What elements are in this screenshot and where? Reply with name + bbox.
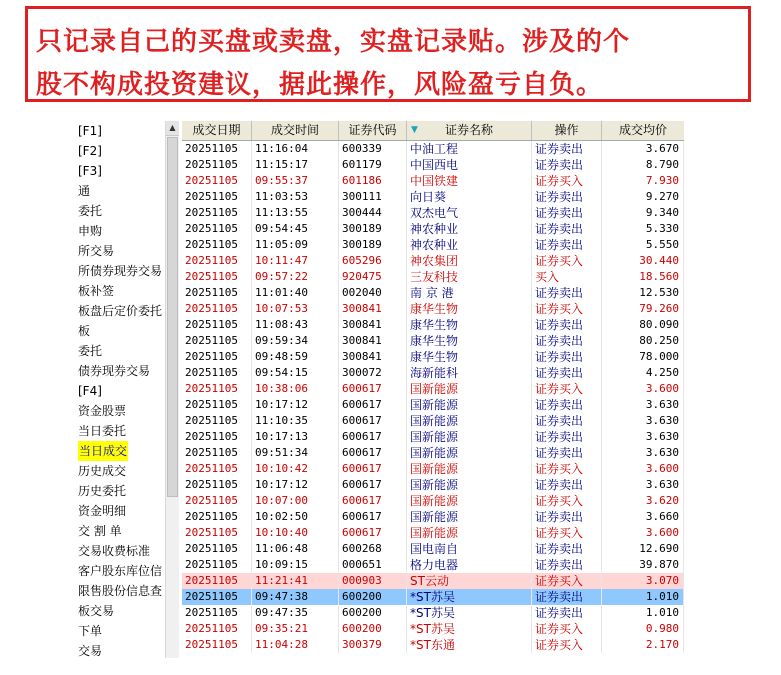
cell-price: 3.630 bbox=[602, 477, 684, 493]
cell-name: 中国铁建 bbox=[407, 173, 532, 189]
table-row[interactable] bbox=[182, 317, 684, 333]
table-row[interactable] bbox=[182, 573, 684, 589]
cell-name: 三友科技 bbox=[407, 269, 532, 285]
cell-name: 向日葵 bbox=[407, 189, 532, 205]
cell-price: 1.010 bbox=[602, 605, 684, 621]
cell-time: 09:59:34 bbox=[252, 333, 339, 349]
cell-op: 证券卖出 bbox=[532, 509, 602, 525]
cell-date: 20251105 bbox=[182, 221, 252, 237]
menu-scrollbar[interactable] bbox=[165, 121, 179, 658]
menu-item[interactable]: 交 割 单 bbox=[78, 524, 122, 538]
table-row[interactable] bbox=[182, 493, 684, 509]
table-row[interactable] bbox=[182, 349, 684, 365]
cell-op: 证券买入 bbox=[532, 253, 602, 269]
cell-op: 证券卖出 bbox=[532, 605, 602, 621]
col-header-op[interactable]: 操作 bbox=[532, 121, 602, 140]
cell-date: 20251105 bbox=[182, 477, 252, 493]
cell-name: 神农种业 bbox=[407, 221, 532, 237]
cell-op: 证券买入 bbox=[532, 621, 602, 637]
cell-code: 600617 bbox=[339, 477, 407, 493]
cell-date: 20251105 bbox=[182, 189, 252, 205]
cell-op: 买入 bbox=[532, 269, 602, 285]
cell-code: 605296 bbox=[339, 253, 407, 269]
cell-code: 601179 bbox=[339, 157, 407, 173]
cell-name: 国新能源 bbox=[407, 493, 532, 509]
cell-price: 39.870 bbox=[602, 557, 684, 573]
cell-price: 12.690 bbox=[602, 541, 684, 557]
cell-op: 证券买入 bbox=[532, 525, 602, 541]
menu-item[interactable]: 交易 bbox=[78, 644, 103, 658]
cell-price: 3.630 bbox=[602, 429, 684, 445]
cell-op: 证券卖出 bbox=[532, 589, 602, 605]
cell-time: 11:04:28 bbox=[252, 637, 339, 653]
cell-price: 3.620 bbox=[602, 493, 684, 509]
menu-item[interactable]: 客户股东库位信 bbox=[78, 564, 163, 578]
cell-time: 11:10:35 bbox=[252, 413, 339, 429]
cell-code: 300189 bbox=[339, 237, 407, 253]
cell-price: 18.560 bbox=[602, 269, 684, 285]
cell-code: 920475 bbox=[339, 269, 407, 285]
scroll-up-icon[interactable]: ▲ bbox=[166, 121, 179, 136]
cell-code: 600617 bbox=[339, 445, 407, 461]
cell-name: 神农种业 bbox=[407, 237, 532, 253]
cell-date: 20251105 bbox=[182, 317, 252, 333]
cell-time: 09:55:37 bbox=[252, 173, 339, 189]
table-row[interactable] bbox=[182, 173, 684, 189]
cell-price: 3.600 bbox=[602, 381, 684, 397]
menu-item[interactable]: [F1] bbox=[78, 124, 102, 138]
cell-op: 证券卖出 bbox=[532, 205, 602, 221]
cell-time: 10:10:42 bbox=[252, 461, 339, 477]
table-row[interactable] bbox=[182, 221, 684, 237]
cell-op: 证券卖出 bbox=[532, 285, 602, 301]
menu-item[interactable]: 申购 bbox=[78, 224, 103, 238]
cell-op: 证券卖出 bbox=[532, 429, 602, 445]
cell-time: 10:17:12 bbox=[252, 397, 339, 413]
cell-code: 300072 bbox=[339, 365, 407, 381]
cell-time: 09:54:45 bbox=[252, 221, 339, 237]
cell-price: 0.980 bbox=[602, 621, 684, 637]
cell-price: 9.340 bbox=[602, 205, 684, 221]
menu-item[interactable]: 委托 bbox=[78, 344, 103, 358]
cell-code: 600617 bbox=[339, 493, 407, 509]
cell-date: 20251105 bbox=[182, 509, 252, 525]
cell-time: 09:47:38 bbox=[252, 589, 339, 605]
cell-date: 20251105 bbox=[182, 349, 252, 365]
cell-date: 20251105 bbox=[182, 157, 252, 173]
cell-op: 证券卖出 bbox=[532, 157, 602, 173]
menu-item[interactable]: [F4] bbox=[78, 384, 102, 398]
cell-date: 20251105 bbox=[182, 461, 252, 477]
table-row[interactable] bbox=[182, 445, 684, 461]
cell-op: 证券卖出 bbox=[532, 349, 602, 365]
cell-price: 8.790 bbox=[602, 157, 684, 173]
cell-price: 12.530 bbox=[602, 285, 684, 301]
cell-code: 600200 bbox=[339, 605, 407, 621]
cell-code: 600268 bbox=[339, 541, 407, 557]
table-row[interactable] bbox=[182, 525, 684, 541]
table-row[interactable] bbox=[182, 205, 684, 221]
menu-item[interactable]: 当日委托 bbox=[78, 424, 127, 438]
cell-date: 20251105 bbox=[182, 413, 252, 429]
cell-op: 证券卖出 bbox=[532, 397, 602, 413]
cell-time: 11:13:55 bbox=[252, 205, 339, 221]
cell-name: *ST苏吴 bbox=[407, 605, 532, 621]
menu-item[interactable]: 板 bbox=[78, 324, 91, 338]
cell-date: 20251105 bbox=[182, 301, 252, 317]
cell-name: 神农集团 bbox=[407, 253, 532, 269]
table-row[interactable] bbox=[182, 269, 684, 285]
cell-date: 20251105 bbox=[182, 573, 252, 589]
cell-code: 601186 bbox=[339, 173, 407, 189]
col-header-date[interactable]: 成交日期 bbox=[182, 121, 252, 140]
table-header bbox=[182, 121, 684, 141]
cell-op: 证券卖出 bbox=[532, 365, 602, 381]
cell-name: ST云动 bbox=[407, 573, 532, 589]
cell-name: 国新能源 bbox=[407, 477, 532, 493]
cell-date: 20251105 bbox=[182, 621, 252, 637]
cell-name: 国新能源 bbox=[407, 525, 532, 541]
cell-op: 证券买入 bbox=[532, 301, 602, 317]
col-header-code[interactable]: 证券代码 bbox=[339, 121, 407, 140]
cell-code: 300841 bbox=[339, 317, 407, 333]
table-row[interactable] bbox=[182, 189, 684, 205]
col-header-name[interactable] bbox=[407, 121, 532, 140]
cell-date: 20251105 bbox=[182, 285, 252, 301]
cell-name: 海新能科 bbox=[407, 365, 532, 381]
cell-date: 20251105 bbox=[182, 205, 252, 221]
cell-price: 7.930 bbox=[602, 173, 684, 189]
col-header-time[interactable]: 成交时间 bbox=[252, 121, 339, 140]
menu-item[interactable]: 资金明细 bbox=[78, 504, 127, 518]
cell-time: 11:15:17 bbox=[252, 157, 339, 173]
cell-code: 600617 bbox=[339, 381, 407, 397]
cell-date: 20251105 bbox=[182, 269, 252, 285]
cell-price: 80.250 bbox=[602, 333, 684, 349]
cell-name: *ST苏吴 bbox=[407, 589, 532, 605]
cell-name: 康华生物 bbox=[407, 301, 532, 317]
cell-op: 证券买入 bbox=[532, 637, 602, 653]
cell-code: 600617 bbox=[339, 397, 407, 413]
menu-item[interactable]: 资金股票 bbox=[78, 404, 127, 418]
cell-name: 康华生物 bbox=[407, 317, 532, 333]
cell-date: 20251105 bbox=[182, 541, 252, 557]
table-row[interactable] bbox=[182, 285, 684, 301]
cell-time: 10:17:12 bbox=[252, 477, 339, 493]
cell-date: 20251105 bbox=[182, 253, 252, 269]
cell-price: 9.270 bbox=[602, 189, 684, 205]
cell-code: 300841 bbox=[339, 333, 407, 349]
cell-time: 11:06:48 bbox=[252, 541, 339, 557]
table-row[interactable] bbox=[182, 157, 684, 173]
cell-name: 国新能源 bbox=[407, 397, 532, 413]
cell-time: 09:57:22 bbox=[252, 269, 339, 285]
menu-item[interactable]: 当日成交 bbox=[78, 441, 128, 461]
table-row[interactable] bbox=[182, 397, 684, 413]
cell-time: 10:07:53 bbox=[252, 301, 339, 317]
cell-name: 国新能源 bbox=[407, 413, 532, 429]
cell-price: 3.630 bbox=[602, 445, 684, 461]
cell-time: 10:11:47 bbox=[252, 253, 339, 269]
cell-code: 300841 bbox=[339, 349, 407, 365]
cell-price: 3.630 bbox=[602, 397, 684, 413]
table-row[interactable] bbox=[182, 557, 684, 573]
cell-price: 5.550 bbox=[602, 237, 684, 253]
cell-op: 证券卖出 bbox=[532, 189, 602, 205]
cell-price: 30.440 bbox=[602, 253, 684, 269]
cell-name: 康华生物 bbox=[407, 349, 532, 365]
cell-code: 300379 bbox=[339, 637, 407, 653]
cell-name: 国新能源 bbox=[407, 381, 532, 397]
cell-op: 证券买入 bbox=[532, 493, 602, 509]
cell-time: 09:35:21 bbox=[252, 621, 339, 637]
cell-date: 20251105 bbox=[182, 333, 252, 349]
cell-time: 09:48:59 bbox=[252, 349, 339, 365]
cell-code: 300111 bbox=[339, 189, 407, 205]
cell-name: 国新能源 bbox=[407, 445, 532, 461]
cell-time: 09:54:15 bbox=[252, 365, 339, 381]
cell-op: 证券卖出 bbox=[532, 141, 602, 157]
cell-name: 国电南自 bbox=[407, 541, 532, 557]
sort-desc-icon: ▼ bbox=[411, 125, 418, 135]
cell-time: 11:05:09 bbox=[252, 237, 339, 253]
cell-name: *ST东通 bbox=[407, 637, 532, 653]
trade-table bbox=[182, 121, 684, 658]
menu-item[interactable]: [F2] bbox=[78, 144, 102, 158]
cell-op: 证券买入 bbox=[532, 573, 602, 589]
cell-price: 3.670 bbox=[602, 141, 684, 157]
cell-time: 10:02:50 bbox=[252, 509, 339, 525]
table-row[interactable] bbox=[182, 621, 684, 637]
cell-op: 证券卖出 bbox=[532, 237, 602, 253]
cell-op: 证券卖出 bbox=[532, 221, 602, 237]
cell-time: 10:17:13 bbox=[252, 429, 339, 445]
cell-date: 20251105 bbox=[182, 429, 252, 445]
cell-time: 10:09:15 bbox=[252, 557, 339, 573]
cell-code: 300841 bbox=[339, 301, 407, 317]
cell-code: 002040 bbox=[339, 285, 407, 301]
cell-date: 20251105 bbox=[182, 493, 252, 509]
table-row[interactable] bbox=[182, 253, 684, 269]
table-row[interactable] bbox=[182, 333, 684, 349]
cell-price: 3.070 bbox=[602, 573, 684, 589]
cell-price: 5.330 bbox=[602, 221, 684, 237]
menu-item[interactable]: 板交易 bbox=[78, 604, 115, 618]
cell-code: 300189 bbox=[339, 221, 407, 237]
table-row[interactable] bbox=[182, 637, 684, 653]
cell-time: 09:51:34 bbox=[252, 445, 339, 461]
cell-code: 600200 bbox=[339, 621, 407, 637]
cell-op: 证券卖出 bbox=[532, 445, 602, 461]
cell-price: 4.250 bbox=[602, 365, 684, 381]
table-row[interactable] bbox=[182, 461, 684, 477]
cell-op: 证券买入 bbox=[532, 381, 602, 397]
disclaimer-banner bbox=[25, 6, 751, 102]
cell-time: 09:47:35 bbox=[252, 605, 339, 621]
menu-item[interactable]: 委托 bbox=[78, 204, 103, 218]
table-row[interactable] bbox=[182, 365, 684, 381]
table-row[interactable] bbox=[182, 237, 684, 253]
cell-date: 20251105 bbox=[182, 397, 252, 413]
cell-date: 20251105 bbox=[182, 525, 252, 541]
cell-name: 中国西电 bbox=[407, 157, 532, 173]
cell-price: 78.000 bbox=[602, 349, 684, 365]
table-row[interactable] bbox=[182, 605, 684, 621]
cell-name: 国新能源 bbox=[407, 461, 532, 477]
cell-date: 20251105 bbox=[182, 141, 252, 157]
cell-code: 600617 bbox=[339, 525, 407, 541]
cell-op: 证券买入 bbox=[532, 461, 602, 477]
cell-code: 600617 bbox=[339, 509, 407, 525]
cell-code: 000903 bbox=[339, 573, 407, 589]
menu-item[interactable]: 下单 bbox=[78, 624, 103, 638]
cell-name: 国新能源 bbox=[407, 509, 532, 525]
cell-name: 双杰电气 bbox=[407, 205, 532, 221]
cell-date: 20251105 bbox=[182, 637, 252, 653]
cell-op: 证券卖出 bbox=[532, 477, 602, 493]
table-row[interactable] bbox=[182, 381, 684, 397]
table-row[interactable] bbox=[182, 509, 684, 525]
menu-item[interactable]: 板补签 bbox=[78, 284, 115, 298]
function-menu bbox=[76, 121, 165, 658]
cell-code: 000651 bbox=[339, 557, 407, 573]
cell-op: 证券卖出 bbox=[532, 413, 602, 429]
cell-code: 300444 bbox=[339, 205, 407, 221]
menu-item[interactable]: 所交易 bbox=[78, 244, 115, 258]
cell-date: 20251105 bbox=[182, 381, 252, 397]
cell-code: 600617 bbox=[339, 461, 407, 477]
menu-item[interactable]: 限售股份信息查 bbox=[78, 584, 163, 598]
cell-price: 80.090 bbox=[602, 317, 684, 333]
cell-date: 20251105 bbox=[182, 365, 252, 381]
cell-date: 20251105 bbox=[182, 445, 252, 461]
cell-op: 证券卖出 bbox=[532, 317, 602, 333]
cell-name: *ST苏吴 bbox=[407, 621, 532, 637]
disclaimer-line-1: 只记录自己的买盘或卖盘，实盘记录贴。涉及的个 bbox=[36, 27, 631, 57]
cell-name: 国新能源 bbox=[407, 429, 532, 445]
col-header-name-label: 证券名称 bbox=[444, 123, 493, 137]
table-row[interactable] bbox=[182, 429, 684, 445]
cell-time: 11:01:40 bbox=[252, 285, 339, 301]
menu-item[interactable]: 历史委托 bbox=[78, 484, 127, 498]
cell-name: 中油工程 bbox=[407, 141, 532, 157]
menu-item[interactable]: 债券现券交易 bbox=[78, 364, 151, 378]
cell-date: 20251105 bbox=[182, 589, 252, 605]
cell-code: 600617 bbox=[339, 429, 407, 445]
cell-op: 证券卖出 bbox=[532, 557, 602, 573]
cell-price: 3.600 bbox=[602, 525, 684, 541]
table-row[interactable] bbox=[182, 541, 684, 557]
cell-code: 600617 bbox=[339, 413, 407, 429]
cell-price: 3.600 bbox=[602, 461, 684, 477]
table-row[interactable] bbox=[182, 413, 684, 429]
menu-item[interactable]: 交易收费标准 bbox=[78, 544, 151, 558]
cell-op: 证券卖出 bbox=[532, 333, 602, 349]
cell-date: 20251105 bbox=[182, 605, 252, 621]
table-row[interactable] bbox=[182, 589, 684, 605]
table-row[interactable] bbox=[182, 477, 684, 493]
cell-op: 证券买入 bbox=[532, 173, 602, 189]
menu-item[interactable]: [F3] bbox=[78, 164, 102, 178]
table-row[interactable] bbox=[182, 141, 684, 157]
menu-item[interactable]: 历史成交 bbox=[78, 464, 127, 478]
scroll-thumb[interactable] bbox=[167, 137, 178, 497]
cell-time: 10:38:06 bbox=[252, 381, 339, 397]
cell-time: 10:10:40 bbox=[252, 525, 339, 541]
cell-price: 1.010 bbox=[602, 589, 684, 605]
cell-code: 600339 bbox=[339, 141, 407, 157]
cell-price: 2.170 bbox=[602, 637, 684, 653]
cell-name: 格力电器 bbox=[407, 557, 532, 573]
cell-time: 11:03:53 bbox=[252, 189, 339, 205]
cell-time: 11:08:43 bbox=[252, 317, 339, 333]
cell-date: 20251105 bbox=[182, 237, 252, 253]
cell-date: 20251105 bbox=[182, 173, 252, 189]
cell-price: 79.260 bbox=[602, 301, 684, 317]
cell-code: 600200 bbox=[339, 589, 407, 605]
cell-name: 南 京 港 bbox=[407, 285, 532, 301]
cell-price: 3.630 bbox=[602, 413, 684, 429]
cell-price: 3.660 bbox=[602, 509, 684, 525]
menu-item[interactable]: 所债券现券交易 bbox=[78, 264, 163, 278]
menu-item[interactable]: 通 bbox=[78, 184, 91, 198]
cell-time: 10:07:00 bbox=[252, 493, 339, 509]
disclaimer-line-2: 股不构成投资建议，据此操作，风险盈亏自负。 bbox=[36, 70, 604, 100]
cell-name: 康华生物 bbox=[407, 333, 532, 349]
cell-op: 证券卖出 bbox=[532, 541, 602, 557]
menu-item[interactable]: 板盘后定价委托 bbox=[78, 304, 163, 318]
col-header-price[interactable]: 成交均价 bbox=[618, 123, 667, 137]
cell-time: 11:21:41 bbox=[252, 573, 339, 589]
table-row[interactable] bbox=[182, 301, 684, 317]
cell-date: 20251105 bbox=[182, 557, 252, 573]
cell-time: 11:16:04 bbox=[252, 141, 339, 157]
